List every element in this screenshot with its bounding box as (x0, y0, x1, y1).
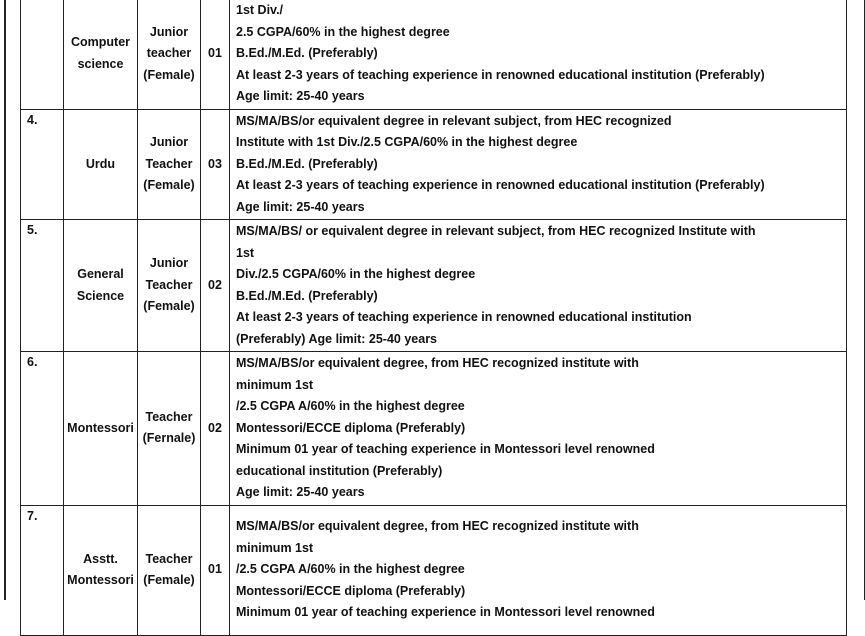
post-line: Teacher (145, 156, 193, 171)
subject-cell (64, 505, 138, 635)
post-line: (Fernale) (142, 431, 196, 446)
quantity-cell: 01 (201, 505, 230, 635)
requirement-line: /2.5 CGPA A/60% in the highest degree (236, 399, 465, 413)
post-line: Junior (149, 256, 189, 271)
requirement-line: Age limit: 25-40 years (236, 199, 365, 214)
subject-cell (64, 352, 138, 506)
subject-cell (64, 109, 138, 220)
requirement-line: B.Ed./M.Ed. (Preferably) (236, 156, 378, 171)
requirement-line: /2.5 CGPA A/60% in the highest degree (236, 562, 465, 577)
table-row (21, 220, 847, 352)
post-cell (138, 505, 201, 635)
serial-number-cell: 5. (21, 220, 64, 352)
subject-line: Science (76, 288, 125, 303)
requirement-line: 1st Div./ (236, 3, 284, 17)
requirement-line: MS/MA/BS/ or equivalent degree in relevant subject, from HEC recognized Institute with (236, 224, 756, 238)
quantity-cell: 02 (201, 352, 230, 506)
requirement-line: Age limit: 25-40 years (236, 89, 365, 103)
requirement-line: Minimum 01 year of teaching experience in Montessori level renowned (236, 442, 655, 456)
requirements-cell (230, 0, 847, 109)
quantity-cell: 03 (201, 109, 230, 220)
table-row (21, 0, 847, 109)
requirement-line: 1st (236, 245, 255, 260)
requirement-line: Montessori/ECCE diploma (Preferably) (236, 420, 466, 435)
requirement-line: MS/MA/BS/or equivalent degree, from HEC recognized institute with (236, 519, 639, 534)
subject-line: Computer (70, 35, 131, 50)
job-table-body (21, 0, 847, 635)
serial-number-cell: 4. (21, 109, 64, 220)
subject-cell (64, 0, 138, 109)
table-row (21, 109, 847, 220)
requirement-line: minimum 1st (236, 540, 314, 555)
serial-number-cell (21, 0, 64, 109)
post-line: Junior (149, 24, 189, 39)
post-line: (Female) (143, 299, 195, 314)
post-line: (Female) (143, 573, 195, 587)
quantity-cell: 01 (201, 0, 230, 109)
requirement-line: B.Ed./M.Ed. (Preferably) (236, 46, 378, 60)
requirement-line: educational institution (Preferably) (236, 463, 443, 478)
post-line: (Female) (143, 178, 195, 192)
post-cell (138, 109, 201, 220)
requirement-line: B.Ed./M.Ed. (Preferably) (236, 288, 378, 303)
requirement-line: Age limit: 25-40 years (236, 485, 365, 499)
post-cell (138, 220, 201, 352)
requirement-line: MS/MA/BS/or equivalent degree in relevant subject, from HEC recognized (236, 113, 672, 128)
post-line: Teacher (145, 409, 193, 424)
requirement-line: minimum 1st (236, 377, 314, 392)
requirements-cell (230, 352, 847, 506)
subject-line: Asstt. (83, 551, 118, 566)
requirement-line: Institute with 1st Div./2.5 CGPA/60% in the highest degree (236, 135, 578, 149)
requirement-line: (Preferably) Age limit: 25-40 years (236, 331, 438, 346)
post-line: teacher (146, 46, 192, 60)
requirement-line: Div./2.5 CGPA/60% in the highest degree (236, 267, 476, 281)
post-line: Teacher (145, 277, 193, 292)
requirements-cell (230, 505, 847, 635)
job-table (20, 0, 847, 636)
post-line: Teacher (145, 551, 193, 566)
requirement-line: Minimum 01 year of teaching experience in Montessori level renowned (236, 605, 655, 620)
post-cell (138, 352, 201, 506)
requirement-line: At least 2-3 years of teaching experience in renowned educational institution (Preferably) (236, 67, 765, 82)
subject-line: Urdu (85, 156, 116, 171)
quantity-cell: 02 (201, 220, 230, 352)
subject-cell (64, 220, 138, 352)
requirement-line: At least 2-3 years of teaching experience in renowned educational institution (236, 310, 692, 324)
requirements-cell (230, 109, 847, 220)
requirement-line: Montessori/ECCE diploma (Preferably) (236, 583, 466, 598)
table-row (21, 505, 847, 635)
table-row (21, 352, 847, 506)
serial-number-cell: 7. (21, 505, 64, 635)
subject-line: General (77, 267, 124, 281)
subject-line: science (77, 56, 124, 71)
requirement-line: At least 2-3 years of teaching experience in renowned educational institution (Preferably) (236, 178, 765, 192)
post-cell (138, 0, 201, 109)
post-line: Junior (149, 135, 189, 149)
requirements-cell (230, 220, 847, 352)
serial-number-cell: 6. (21, 352, 64, 506)
requirement-line: 2.5 CGPA/60% in the highest degree (236, 24, 450, 39)
subject-line: Montessori (67, 420, 134, 435)
requirement-line: MS/MA/BS/or equivalent degree, from HEC recognized institute with (236, 356, 639, 370)
post-line: (Female) (143, 67, 195, 82)
subject-line: Montessori (67, 573, 134, 587)
